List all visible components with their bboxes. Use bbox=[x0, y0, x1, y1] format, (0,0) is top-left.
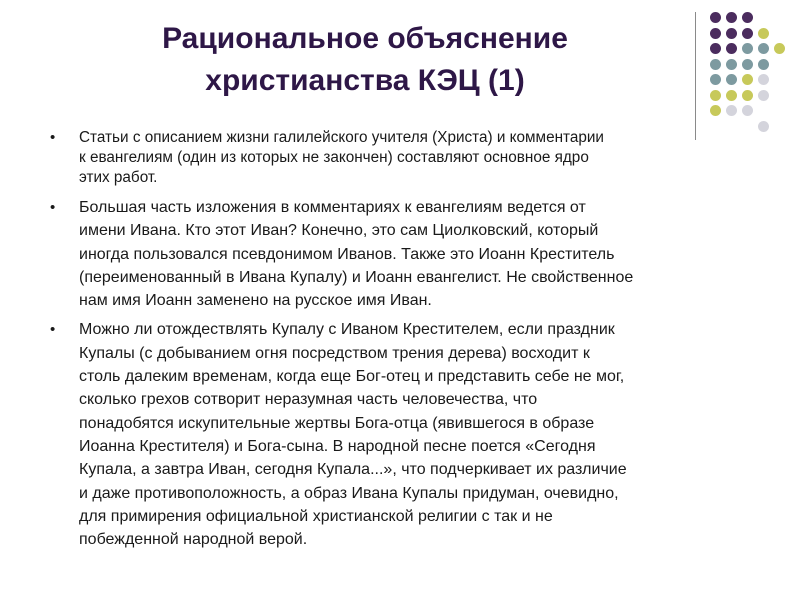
title-line-2: христианства КЭЦ (1) bbox=[205, 64, 525, 97]
bullet-line: для примирения официальной христианской религии с так и не bbox=[79, 507, 553, 525]
bullet-line: этих работ. bbox=[79, 169, 158, 186]
decorative-dot bbox=[710, 74, 721, 85]
bullet-icon: • bbox=[50, 321, 56, 339]
decorative-dot bbox=[710, 105, 721, 116]
decorative-dot bbox=[758, 74, 769, 85]
decorative-dot bbox=[742, 59, 753, 70]
decorative-dot-grid bbox=[710, 12, 790, 132]
decorative-dot bbox=[726, 43, 737, 54]
bullet-icon: • bbox=[50, 129, 56, 146]
decorative-dot bbox=[758, 121, 769, 132]
bullet-line: Купалы (с добыванием огня посредством трения дерева) восходит к bbox=[79, 344, 590, 362]
decorative-dot bbox=[742, 90, 753, 101]
bullet-icon: • bbox=[50, 199, 56, 216]
decorative-dot bbox=[758, 28, 769, 39]
decorative-dot bbox=[742, 12, 753, 23]
title-line-1: Рациональное объяснение bbox=[162, 22, 568, 55]
decorative-dot bbox=[726, 105, 737, 116]
decorative-dot bbox=[758, 43, 769, 54]
decorative-dot bbox=[742, 105, 753, 116]
decorative-divider-line bbox=[695, 12, 696, 140]
decorative-dot bbox=[710, 43, 721, 54]
bullet-line: сколько грехов сотворит неразумная часть человечества, что bbox=[79, 391, 538, 409]
decorative-dot bbox=[742, 43, 753, 54]
bullet-line: нам имя Иоанн заменено на русское имя Иван. bbox=[79, 292, 432, 310]
decorative-dot bbox=[774, 43, 785, 54]
decorative-dot bbox=[710, 28, 721, 39]
bullet-line: (переименованный в Ивана Купалу) и Иоанн евангелист. Не свойственное bbox=[79, 268, 634, 286]
bullet-line: к евангелиям (один из которых не закончен) составляют основное ядро bbox=[79, 149, 589, 166]
decorative-dot bbox=[710, 59, 721, 70]
decorative-dot bbox=[726, 74, 737, 85]
bullet-line: Иоанна Крестителя) и Бога-сына. В народной песне поется «Сегодня bbox=[79, 437, 596, 455]
bullet-line: Купала, а завтра Иван, сегодня Купала...», что подчеркивает их различие bbox=[79, 461, 627, 479]
bullet-line: побежденной народной верой. bbox=[79, 531, 308, 549]
decorative-dot bbox=[710, 12, 721, 23]
decorative-dot bbox=[710, 90, 721, 101]
decorative-dot bbox=[726, 90, 737, 101]
bullet-line: Большая часть изложения в комментариях к евангелиям ведется от bbox=[79, 199, 586, 216]
bullet-line: Можно ли отождествлять Купалу с Иваном Крестителем, если праздник bbox=[79, 321, 615, 339]
slide-title bbox=[60, 18, 670, 102]
bullet-line: имени Ивана. Кто этот Иван? Конечно, это сам Циолковский, который bbox=[79, 222, 599, 240]
bullet-list bbox=[50, 128, 750, 551]
bullet-line: понадобятся искупительные жертвы Бога-отца (явившегося в образе bbox=[79, 414, 595, 432]
bullet-item-2 bbox=[50, 196, 750, 312]
decorative-dot bbox=[726, 12, 737, 23]
bullet-line: Статьи с описанием жизни галилейского учителя (Христа) и комментарии bbox=[79, 129, 604, 146]
bullet-item-1 bbox=[50, 128, 750, 188]
decorative-dot bbox=[742, 28, 753, 39]
decorative-dot bbox=[726, 28, 737, 39]
decorative-dot bbox=[758, 90, 769, 101]
decorative-dot bbox=[742, 74, 753, 85]
bullet-line: и даже противоположность, а образ Ивана Купалы придуман, очевидно, bbox=[79, 484, 619, 502]
decorative-dot bbox=[726, 59, 737, 70]
bullet-line: столь далеким временам, когда еще Бог-отец и представить себе не мог, bbox=[79, 368, 625, 386]
bullet-item-3 bbox=[50, 318, 750, 551]
decorative-dot bbox=[758, 59, 769, 70]
bullet-line: иногда пользовался псевдонимом Иванов. Также это Иоанн Креститель bbox=[79, 245, 615, 263]
